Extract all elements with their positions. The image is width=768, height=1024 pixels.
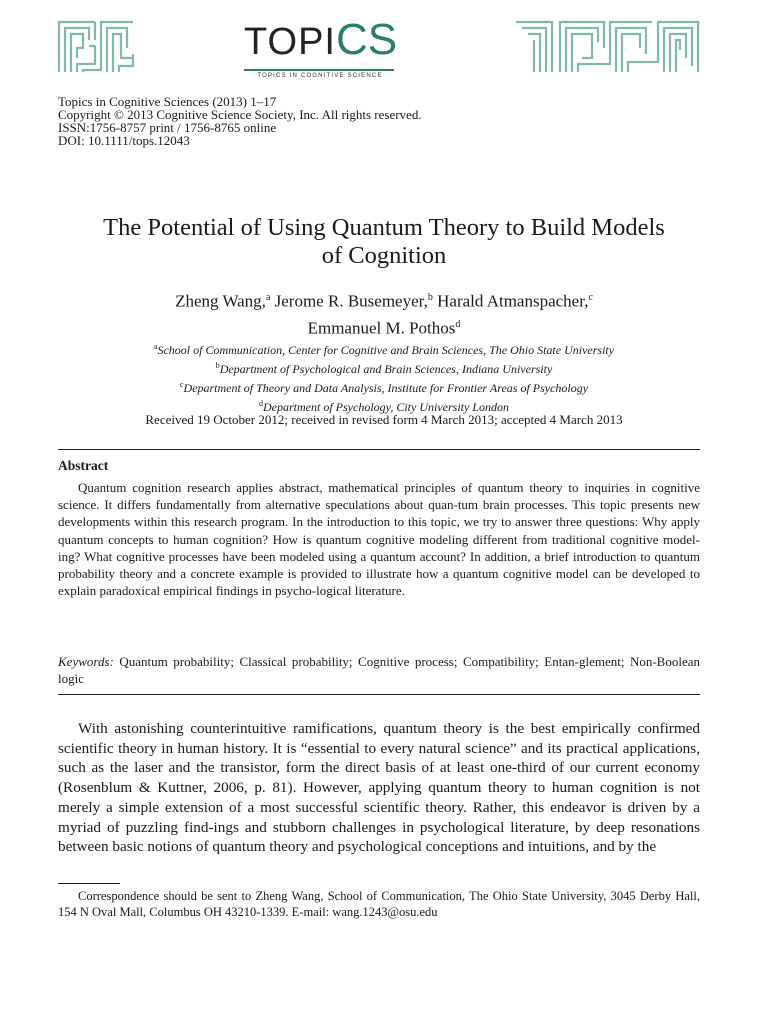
affiliation-text: Department of Psychology, City University London: [263, 400, 509, 414]
affiliation-mark: a: [153, 342, 158, 351]
author-affiliation-mark: c: [588, 292, 593, 303]
affiliation-item: [60, 358, 708, 377]
copyright-line: Copyright © 2013 Cognitive Science Society, Inc. All rights reserved.: [58, 107, 422, 122]
maze-pattern-icon: [512, 18, 702, 76]
logo-text-topi: TOPI: [244, 21, 336, 63]
author-name: Harald Atmanspacher,: [437, 291, 589, 311]
citation-line: Topics in Cognitive Sciences (2013) 1–17: [58, 94, 277, 109]
author-name: Zheng Wang,: [175, 291, 266, 311]
author-affiliation-mark: a: [265, 292, 271, 303]
logo-tagline: TOPICS IN COGNITIVE SCIENCE: [257, 73, 383, 79]
journal-citation-block: [58, 95, 422, 147]
affiliation-mark: c: [179, 380, 184, 389]
maze-pattern-icon: [55, 18, 137, 76]
abstract-heading: Abstract: [58, 458, 109, 473]
author-name: Emmanuel M. Pothos: [307, 318, 456, 338]
author-affiliation-mark: b: [427, 292, 433, 303]
footnote-divider: [58, 883, 120, 884]
affiliation-text: Department of Theory and Data Analysis, Institute for Frontier Areas of Psychology: [183, 381, 589, 395]
journal-masthead: [0, 0, 768, 82]
abstract-text: Quantum cognition research applies abstract, mathematical principles of quantum theory to inquiries in cognitive science. It differs fundamentally from alternative speculations about quan-tum brain processes. This topic presents new developments within this research program. In the introduction to this topic, we try to answer three questions: Why apply quantum concepts to human cognition? How is quantum cognitive modeling different from traditional cognitive model-ing? What cognitive processes have been modeled using a quantum account? In addition, a brief introduction to quantum probability theory and a concrete example is provided to illustrate how a quantum cognitive model can be developed to explain paradoxical empirical findings in psycho-logical literature.: [58, 480, 700, 599]
correspondence-footnote: Correspondence should be sent to Zheng Wang, School of Communication, The Ohio State University, 3045 Derby Hall, 154 N Oval Mall, Columbus OH 43210-1339. E-mail: wang.1243@osu.edu: [58, 889, 700, 919]
affiliation-text: Department of Psychological and Brain Sciences, Indiana University: [219, 362, 553, 376]
paper-title-line-2: of Cognition: [321, 242, 447, 269]
author-affiliation-mark: d: [455, 318, 461, 330]
affiliation-item: [60, 339, 708, 358]
author-list: [60, 286, 708, 339]
keywords-label: Keywords:: [58, 654, 114, 669]
logo-text-cs: CS: [336, 15, 398, 64]
abstract-bottom-divider: [58, 694, 700, 695]
journal-logo: [244, 15, 398, 80]
paper-title-line-1: The Potential of Using Quantum Theory to Build Models: [103, 214, 665, 241]
submission-dates: Received 19 October 2012; received in revised form 4 March 2013; accepted 4 March 2013: [145, 412, 623, 427]
logo-underline: [244, 69, 394, 71]
keywords-text: Quantum probability; Classical probability; Cognitive process; Compatibility; Entan-glement; Non-Boolean logic: [58, 654, 700, 687]
affiliation-mark: b: [215, 361, 220, 370]
affiliation-mark: d: [259, 399, 264, 408]
affiliation-list: [60, 339, 708, 415]
paper-title: [40, 214, 728, 270]
affiliation-item: [60, 377, 708, 396]
abstract-top-divider: [58, 449, 700, 450]
author-name: Jerome R. Busemeyer,: [274, 291, 428, 311]
keywords-paragraph: [58, 653, 700, 687]
affiliation-text: School of Communication, Center for Cognitive and Brain Sciences, The Ohio State University: [157, 343, 615, 357]
body-paragraph: With astonishing counterintuitive ramifications, quantum theory is the best empirically confirmed scientific theory in human history. It is “essential to every natural science” and its practical applications, such as the laser and the transistor, form the direct basis of at least one-third of our current economy (Rosenblum & Kuttner, 2006, p. 81). However, applying quantum theory to human cognition is not merely a simple extension of a most successful scientific theory. Rather, this endeavor is driven by a myriad of puzzling find-ings and stubborn challenges in psychological literature, by deep resonations between basic notions of quantum theory and psychological conceptions and intuitions, and by the: [58, 720, 700, 856]
doi-line: DOI: 10.1111/tops.12043: [58, 133, 190, 148]
issn-line: ISSN:1756-8757 print / 1756-8765 online: [58, 120, 277, 135]
